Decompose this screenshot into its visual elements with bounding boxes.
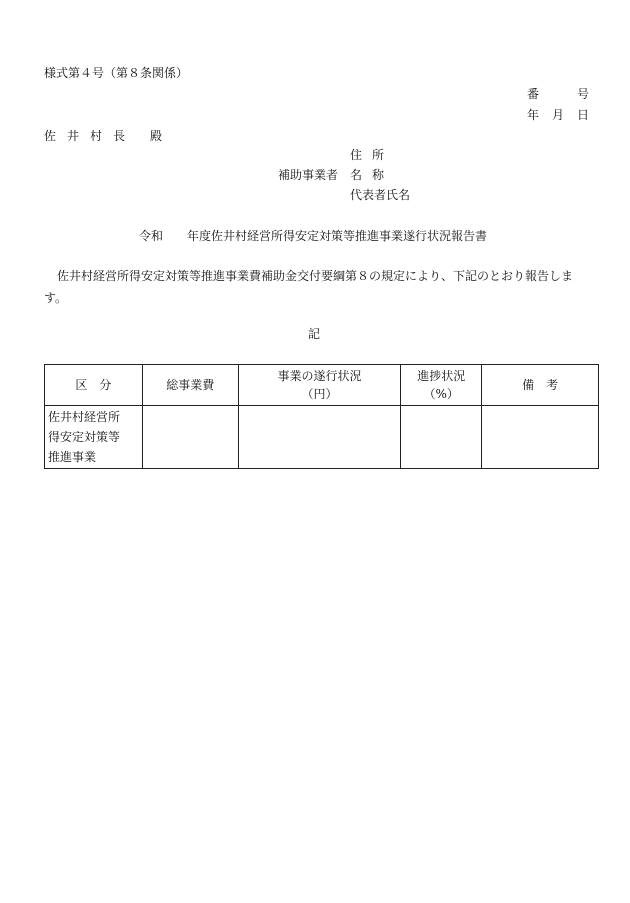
document-number-label (527, 87, 589, 101)
cell-total-cost[interactable] (142, 406, 238, 469)
header-notes (482, 365, 599, 406)
addressee (44, 129, 162, 143)
header-line: 備 考 (522, 378, 559, 392)
document-title (139, 229, 487, 243)
field-label-char: 住 (350, 148, 363, 162)
field-label-text: 代表者氏名 (350, 188, 411, 202)
header-progress-rate (401, 365, 482, 406)
date-day-label: 日 (576, 108, 589, 122)
header-line: 進捗状況 (417, 369, 466, 383)
table-row (45, 406, 599, 469)
header-progress-amount (238, 365, 401, 406)
cell-progress-rate[interactable] (401, 406, 482, 469)
header-line: 事業の遂行状況 (277, 369, 362, 383)
date-month-label: 月 (551, 108, 564, 122)
ki-label: 記 (308, 327, 321, 341)
header-category (45, 365, 143, 406)
header-line: （円） (301, 387, 338, 401)
applicant-address-label (350, 148, 384, 162)
addressee-suffix: 殿 (150, 129, 163, 143)
number-label-char: 号 (576, 87, 589, 101)
body-paragraph: 佐井村経営所得安定対策等推進事業費補助金交付要綱第８の規定により、下記のとおり報告します。 (44, 269, 574, 305)
applicant-name-label (350, 168, 384, 182)
date-year-label: 年 (527, 108, 540, 122)
addressee-char: 井 (67, 129, 80, 143)
title-era: 令和 (139, 229, 164, 243)
form-number: 様式第４号（第８条関係） (44, 66, 189, 80)
field-label-char: 所 (372, 148, 385, 162)
field-label-char: 名 (350, 168, 363, 182)
table-header-row (45, 365, 599, 406)
field-label-char: 称 (372, 168, 385, 182)
addressee-char: 佐 (44, 129, 57, 143)
applicant-role: 補助事業者 (278, 168, 339, 182)
date-label (527, 108, 589, 122)
cell-notes[interactable] (482, 406, 599, 469)
cell-category: 佐井村経営所 得安定対策等 推進事業 (45, 406, 143, 469)
addressee-char: 長 (113, 129, 126, 143)
header-line: （%） (423, 387, 459, 401)
header-line: 区 分 (75, 378, 112, 392)
cell-progress-amount[interactable] (238, 406, 401, 469)
number-label-char: 番 (527, 87, 540, 101)
header-line: 総事業費 (166, 378, 215, 392)
addressee-char: 村 (90, 129, 103, 143)
title-text: 年度佐井村経営所得安定対策等推進事業遂行状況報告書 (187, 229, 488, 243)
header-total-cost (142, 365, 238, 406)
applicant-representative-label (350, 188, 410, 202)
report-table (44, 364, 599, 469)
